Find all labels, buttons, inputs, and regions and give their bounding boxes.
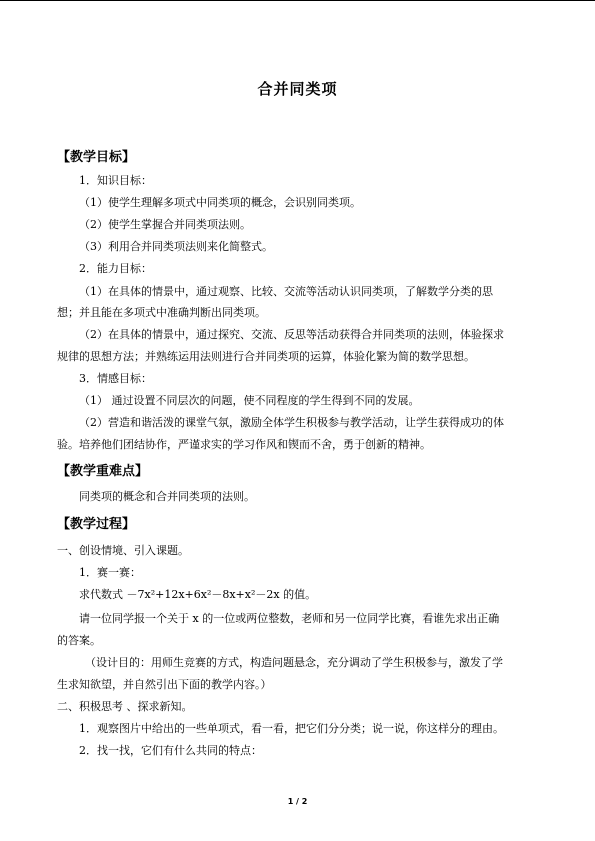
text-line: （2）营造和谐活泼的课堂气氛，激励全体学生积极参与教学活动，让学生获得成功的体 <box>79 416 504 429</box>
section-heading-goals: 【教学目标】 <box>57 150 136 165</box>
text-line: 请一位同学报一个关于 x 的一位或两位整数，老师和另一位同学比赛，看谁先求出正确 <box>79 612 500 625</box>
text-line: 求代数式 －7x²+12x+6x²－8x+x²－2x 的值。 <box>79 588 317 601</box>
text-line: 二、积极思考 、探求新知。 <box>57 700 193 713</box>
text-line: 验。培养他们团结协作，严谨求实的学习作风和锲而不舍，勇于创新的精神。 <box>57 438 431 451</box>
text-line: 的答案。 <box>57 634 101 647</box>
text-line: 1．观察图片中给出的一些单项式，看一看，把它们分分类；说一说，你这样分的理由。 <box>79 722 504 735</box>
text-line: 一、创设情境、引入课题。 <box>57 544 189 557</box>
text-line: 2．找一找，它们有什么共同的特点： <box>79 744 262 757</box>
text-line: 1．知识目标： <box>79 174 152 187</box>
text-line: （1） 通过设置不同层次的问题，使不同程度的学生得到不同的发展。 <box>79 394 420 407</box>
text-line: 同类项的概念和合并同类项的法则。 <box>79 490 255 503</box>
text-line: 3．情感目标： <box>79 372 152 385</box>
top-rule <box>0 0 595 1</box>
text-line: 生求知欲望，并自然引出下面的教学内容。） <box>57 678 272 691</box>
section-heading-difficulty: 【教学重难点】 <box>57 464 149 479</box>
section-heading-process: 【教学过程】 <box>57 517 136 532</box>
text-line: 规律的思想方法；并熟练运用法则进行合并同类项的运算，体验化繁为简的数学思想。 <box>57 350 475 363</box>
text-line: （2）在具体的情景中，通过探究、交流、反思等活动获得合并同类项的法则，体验探求 <box>79 328 504 341</box>
page-number: 1 / 2 <box>287 797 308 806</box>
text-line: （3）利用合并同类项法则来化简整式。 <box>79 240 273 253</box>
page-title: 合并同类项 <box>257 80 338 98</box>
text-line: 1．赛一赛： <box>79 566 141 579</box>
text-line: （设计目的：用师生竞赛的方式，构造问题悬念，充分调动了学生积极参与，激发了学 <box>85 656 503 669</box>
text-line: 想；并且能在多项式中准确判断出同类项。 <box>57 306 266 319</box>
text-line: （1）使学生理解多项式中同类项的概念，会识别同类项。 <box>79 196 361 209</box>
text-line: 2．能力目标： <box>79 262 152 275</box>
text-line: （2）使学生掌握合并同类项法则。 <box>79 218 251 231</box>
text-line: （1）在具体的情景中，通过观察、比较、交流等活动认识同类项，了解数学分类的思 <box>79 285 493 298</box>
